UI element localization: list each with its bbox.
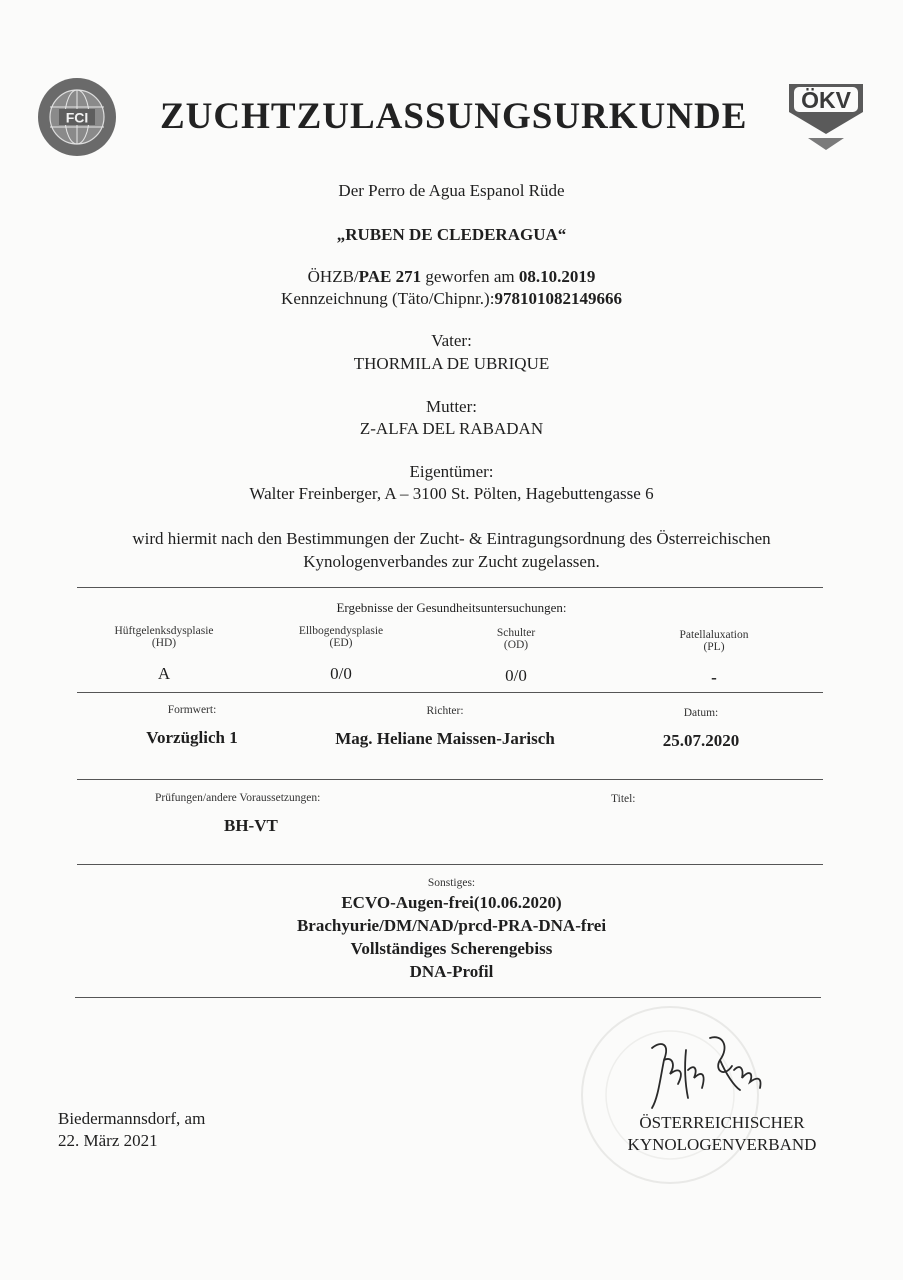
richter-label: Richter:: [426, 705, 464, 717]
other-line: DNA-Profil: [409, 962, 494, 981]
titel-label: Titel:: [611, 793, 636, 805]
health-abbr: (PL): [703, 641, 725, 653]
datum-label: Datum:: [683, 707, 719, 719]
mother-name: Z-ALFA DEL RABADAN: [359, 419, 544, 438]
other-label: Sonstiges:: [427, 877, 476, 889]
formwert-value: Vorzüglich 1: [146, 728, 238, 747]
dog-name: „RUBEN DE CLEDERAGUA“: [336, 225, 567, 244]
health-ed-value: 0/0: [330, 664, 352, 683]
signature-icon: [640, 1030, 770, 1115]
statement-line-1: wird hiermit nach den Bestimmungen der Zucht- & Eintragungsordnung des Österreichischen: [132, 529, 771, 548]
health-label: Patellaluxation: [679, 629, 749, 641]
chip-line: [0, 289, 903, 309]
reg-number: PAE 271: [358, 267, 422, 286]
health-ed-label: [271, 625, 411, 649]
organization: [612, 1112, 832, 1156]
chip-label: Kennzeichnung (Täto/Chipnr.):: [281, 289, 495, 308]
statement-line-2: Kynologenverbandes zur Zucht zugelassen.: [303, 552, 600, 571]
divider: [77, 692, 823, 693]
born-date: 08.10.2019: [518, 267, 596, 286]
statement: [0, 527, 903, 573]
health-abbr: (OD): [503, 639, 529, 651]
org-line-2: KYNOLOGENVERBAND: [627, 1135, 817, 1154]
owner-label: Eigentümer:: [409, 462, 494, 481]
health-abbr: (ED): [329, 637, 353, 649]
place: Biedermannsdorf, am: [58, 1109, 206, 1128]
exams-value: BH-VT: [224, 816, 278, 835]
health-abbr: (HD): [151, 637, 177, 649]
health-heading: Ergebnisse der Gesundheitsuntersuchungen:: [336, 600, 567, 615]
chip-number: 978101082149666: [494, 289, 622, 308]
okv-logo: [786, 82, 866, 154]
fci-globe-seal-icon: [37, 77, 117, 157]
registration-line: [0, 267, 903, 287]
health-hd-label: [94, 625, 234, 649]
exams-label: Prüfungen/andere Voraussetzungen:: [155, 792, 321, 804]
breed-line: Der Perro de Agua Espanol Rüde: [338, 181, 565, 200]
mother-label: Mutter:: [426, 397, 477, 416]
okv-shield-icon: [786, 82, 866, 154]
health-label: Hüftgelenksdysplasie: [114, 625, 214, 637]
divider: [77, 864, 823, 865]
born-label: geworfen am: [421, 267, 519, 286]
other-line: Vollständiges Scherengebiss: [350, 939, 553, 958]
signature: [640, 1030, 770, 1115]
fci-logo-text: FCI: [65, 109, 89, 126]
father-name: THORMILA DE UBRIQUE: [353, 354, 550, 373]
health-pl-value: -: [711, 668, 717, 687]
org-line-1: ÖSTERREICHISCHER: [639, 1113, 805, 1132]
place-date: [58, 1108, 205, 1152]
divider: [77, 779, 823, 780]
health-label: Schulter: [496, 627, 536, 639]
other-line: Brachyurie/DM/NAD/prcd-PRA-DNA-frei: [296, 916, 607, 935]
owner-value: Walter Freinberger, A – 3100 St. Pölten, Hagebuttengasse 6: [249, 484, 654, 503]
health-pl-label: [644, 629, 784, 653]
father-label: Vater:: [431, 331, 472, 350]
reg-prefix: ÖHZB/: [307, 267, 359, 286]
formwert-label: Formwert:: [167, 704, 217, 716]
other-line: ECVO-Augen-frei(10.06.2020): [341, 893, 562, 912]
divider: [77, 587, 823, 588]
richter-value: Mag. Heliane Maissen-Jarisch: [335, 729, 555, 748]
okv-logo-text: ÖKV: [801, 87, 851, 113]
divider: [75, 997, 821, 998]
health-hd-value: A: [157, 664, 171, 683]
page-title: ZUCHTZULASSUNGSURKUNDE: [160, 96, 748, 137]
health-label: Ellbogendysplasie: [298, 625, 384, 637]
issue-date: 22. März 2021: [58, 1131, 158, 1150]
other-lines: [0, 891, 903, 983]
datum-value: 25.07.2020: [662, 731, 740, 750]
health-od-label: [446, 627, 586, 651]
health-od-value: 0/0: [505, 666, 527, 685]
fci-logo: [37, 77, 117, 157]
